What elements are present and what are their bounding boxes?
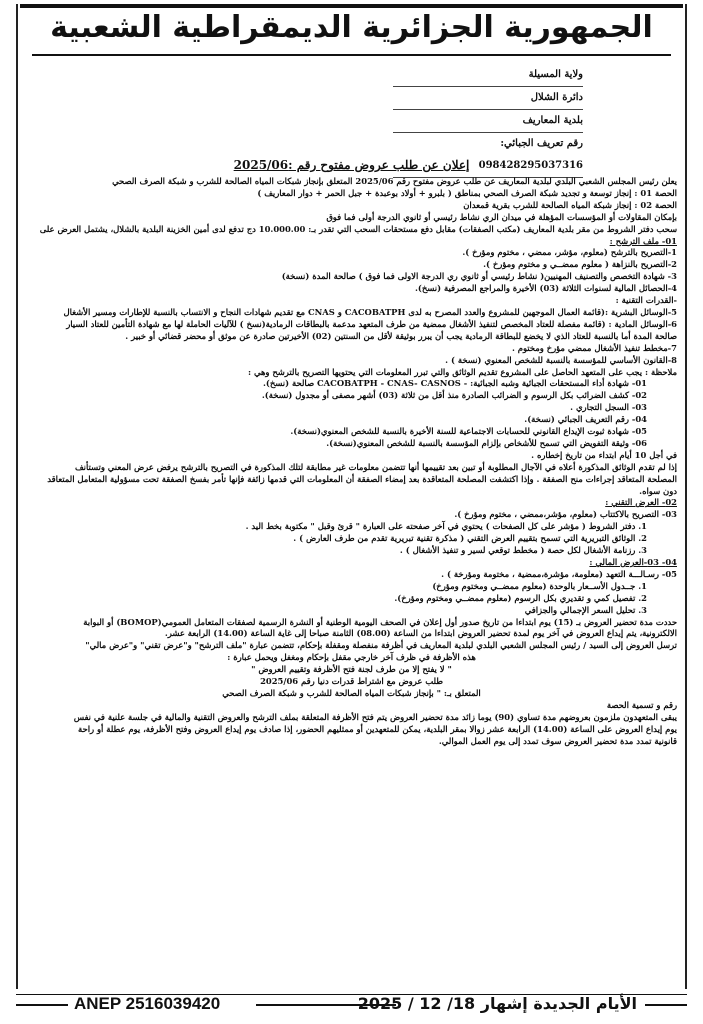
notice-line: المتعلق بـ: " بإنجاز شبكات المياه الصالحة للشرب و شبكة الصرف الصحي <box>222 687 481 698</box>
notice-line: الحصة 01 : إنجاز توسعة و تجديد شبكة الصرف الصحي بمناطق ( بلبرو + أولاد بوعبدة + جبل الحمر + دوار المعاريف ) <box>257 187 677 198</box>
notice-line: 2. تفصيل كمي و تقديري بكل الرسوم (معلوم ممضــي ومختوم ومؤرخ). <box>394 592 647 603</box>
notice-line: الالكترونية، يتم إيداع العروض في آخر يوم لمدة تحضير العروض ابتداءا من الساعة (08.00) الثامنة صباحا إلى غاية الساعة (14.00) الرابعة عشر. <box>164 628 677 639</box>
notice-line: 1. جــدول الأســعار بالوحدة (معلوم ممضــي ومختوم ومؤرخ) <box>432 580 647 591</box>
notice-line: في أجل 10 أيام ابتداء من تاريخ إخطاره . <box>531 449 677 460</box>
notice-line: يبقى المتعهدون ملزمون بعروضهم مدة تساوي (90) يوما زائد مدة تحضير العروض يتم فتح الأظرفة المتعلقة بملف الترشح والعروض التقنية والمالية في جلسة علنية في نفس <box>73 711 677 722</box>
title-rule <box>32 54 671 56</box>
notice-line: 01- شهادة أداء المستحقات الجبائية وشبه الجبائية: - CACOBATPH - CNAS- CASNOS صالحة (نسخ). <box>263 378 647 389</box>
notice-line: 05- شهادة ثبوت الإيداع القانوني للحسابات الاجتماعية للسنة الأخيرة بالنسبة للشخص المعنوي(نسخة). <box>290 426 647 437</box>
left-border <box>16 4 18 989</box>
notice-line: 1-التصريح بالترشح (معلوم، مؤشر، ممضي ، مختوم ومؤرخ ). <box>462 247 677 258</box>
notice-line: يوم إيداع العروض على الساعة (14.00) الرابعة عشر زوالا بمقر البلدية، يمكن للمتعهدين أو ممثليهم الحضور، إذا صادف يوم إيداع العروض وفتح الأظرفة، يوم عطلة أو راحة <box>78 723 677 734</box>
notice-line: 04- 03-العرض المالي : <box>589 557 677 567</box>
wilaya-label: ولاية المسيلة <box>393 64 583 87</box>
notice-line: 3. رزنامة الأشغال لكل حصة ( مخطط توقعي لسير و تنفيذ الأشغال ) . <box>399 545 647 556</box>
notice-line: صالحة المدة أما بالنسبة للعتاد الذي لا يخضع للبطاقة الرمادية يجب أن يبرر بوثيقة لأقل من السنتين (02) الأخيرتين صادرة عن موثق أو محضر قضائي أو خبير . <box>125 330 677 341</box>
notice-line: المصلحة المتعاقد إجراءات منح الصفقة . وإذا اكتشفت المصلحة المتعاقدة بعد إمضاء الصفقة أن المعلومات التي قدمها زائفة فإنها تأمر بفسخ الصفقة تحت مسؤولية المتعامل المتعاقد <box>47 473 677 484</box>
notice-line: سحب دفتر الشروط من مقر بلدية المعاريف (مكتب الصفقات) مقابل دفع مستحقات السحب التي تقدر بـ: 10.000.00 دج تدفع لدى أمين الخزينة البلدية بالشلال، يشتمل العرض على <box>39 223 677 234</box>
notice-line: إذا لم تقدم الوثائق المذكورة أعلاه في الآجال المطلوبة أو تبين بعد تقييمها أنها تتضمن معلومات غير مطابقة لتلك المذكورة في التصريح بالترشح يرفض عرض المعني وتستأنف <box>74 461 677 472</box>
notice-line: ترسل العروض إلى السيد / رئيس المجلس الشعبي البلدي لبلدية المعاريف في أظرفة منفصلة ومقفلة بإحكام، تتضمن عبارة "ملف الترشح" و"عرض تقني" و"عرض مالي" <box>85 640 677 651</box>
daira-label: دائرة الشلال <box>393 87 583 110</box>
notice-line: 02- كشف الضرائب بكل الرسوم و الضرائب الصادرة منذ أقل من ثلاثة (03) أشهر مصفى أو مجدول (نسخة). <box>261 390 647 401</box>
notice-line: 3- شهادة التخصص والتصنيف المهنيين( نشاط رئيسي أو ثانوي ري الدرجة الاولى فما فوق ) صالحة المدة (نسخة) <box>281 271 677 282</box>
top-rule <box>20 4 683 8</box>
footer-bar-right <box>645 1004 687 1006</box>
notice-line: 03- السجل التجاري . <box>570 402 647 413</box>
notice-line: " لا يفتح إلا من طرف لجنة فتح الأظرفة وتقييم العروض " <box>251 664 452 675</box>
notice-line: 3. تحليل السعر الإجمالي والجزافي <box>524 604 647 615</box>
right-border <box>685 4 687 989</box>
notice-line: 03- التصريح بالاكتتاب (معلوم، مؤشر،ممضي ، مختوم ومؤرخ ). <box>454 509 677 520</box>
notice-line: 4-الحصائل المالية لسنوات الثلاثة (03) الأخيرة والمراجع المصرفية (نسخ). <box>415 283 677 294</box>
notice-line: هذه الأظرفة في ظرف آخر خارجي مقفل بإحكام ومغفل ويحمل عبارة : <box>227 652 476 663</box>
notice-line: 06- وثيقة التفويض التي تسمح للأشخاص بإلزام المؤسسة بالنسبة للشخص المعنوي(نسخة). <box>326 437 647 448</box>
notice-line: 7-مخطط تنفيذ الأشغال ممضي مؤرخ ومختوم . <box>511 342 677 353</box>
notice-line: 01- ملف الترشح : <box>609 235 677 246</box>
notice-line: 05- رسـالـــة التعهد (معلومة، مؤشرة،ممضية ، مختومة ومؤرخة ) . <box>441 568 677 579</box>
notice-line: رقم و تسمية الحصة <box>606 699 677 710</box>
notice-line: 1. دفتر الشروط ( مؤشر على كل الصفحات ) يحتوي في آخر صفحته على العبارة " قرئ وقبل " مكتوبة بخط اليد . <box>245 521 647 532</box>
notice-line: يعلن رئيس المجلس الشعبي البلدي لبلدية المعاريف عن طلب عروض مفتوح رقم 2025/06 المتعلق بإنجاز شبكات المياه الصالحة للشرب و شبكة الصرف الصحي <box>112 176 677 186</box>
notice-line: 2. الوثائق التبريرية التي تسمح بتقييم العرض التقني ( مذكرة تقنية تبريرية تقدم من طرف العارض ) . <box>293 533 647 544</box>
notice-title: إعلان عن طلب عروض مفتوح رقم :2025/06 <box>233 158 470 172</box>
notice-line: بإمكان المقاولات أو المؤسسات المؤهلة في ميدان الري نشاط رئيسي أو ثانوي الدرجة أولى فما فوق <box>326 211 677 222</box>
notice-line: 02- العرض التقني : <box>605 497 677 508</box>
notice-line: 04- رقم التعريف الجبائي (نسخة). <box>524 414 647 425</box>
anep-reference: ANEP 2516039420 <box>74 994 221 1013</box>
publication-info: الأيام الجديدة إشهار 18/ 12 / 2025 <box>357 994 637 1013</box>
notice-line: حددت مدة تحضير العروض بـ (15) يوم ابتداءا من تاريخ صدور أول إعلان في الصحف اليومية الوطنية أو النشرة الرسمية لصفقات المتعامل العمومي(BOMOP) أو البوابة <box>83 616 677 627</box>
notice-line: 8-القانون الأساسي للمؤسسة بالنسبة للشخص المعنوي (نسخة ) . <box>445 354 677 365</box>
notice-line: الحصة 02 : إنجاز شبكة المياه الصالحة للشرب بقرية قمعدان <box>463 199 677 210</box>
footer <box>16 990 687 1024</box>
notice-line: -القدرات التقنية : <box>615 295 677 306</box>
notice-line: 5-الوسائل البشرية :(قائمة العمال الموجهين للمشروع والعدد المصرح به لدى CACOBATPH و CNAS مع تقديم شهادات النجاح و الانتساب بالنسبة للإطارات ومسير الأشغال <box>63 306 677 317</box>
notice-line: 2-التصريح بالنزاهة ( معلوم ممضــي و مختوم ومؤرخ ). <box>483 259 677 270</box>
baladiya-label: بلدية المعاريف <box>393 110 583 133</box>
notice-line: دون سواه. <box>639 485 677 496</box>
notice-line: قانونية تمدد مدة تحضير العروض سوف تمدد إلى يوم العمل الموالي. <box>438 735 677 746</box>
notice-body <box>26 176 677 748</box>
tax-id-label: رقم تعريف الجبائي: 098428295037316 <box>393 133 583 178</box>
footer-bar-left <box>16 1004 68 1006</box>
page-title: الجمهورية الجزائرية الديمقراطية الشعبية <box>50 10 653 45</box>
notice-line: 6-الوسائل المادية : (قائمة مفصلة للعتاد المخصص لتنفيذ الأشغال ممضية من طرف المتعهد مدعمة بالبطاقات الرمادية(نسخ ) للآليات الحاملة لها مع شهادة التأمين للعتاد السيار <box>66 318 677 329</box>
notice-line: طلب عروض مع اشتراط قدرات دنيا رقم 2025/06 <box>260 676 443 687</box>
notice-line: ملاحظة : يجب على المتعهد الحاصل على المشروع تقديم الوثائق والتي تبرر المعلومات التي يحتويها التصريح بالترشح وهي : <box>247 366 677 377</box>
